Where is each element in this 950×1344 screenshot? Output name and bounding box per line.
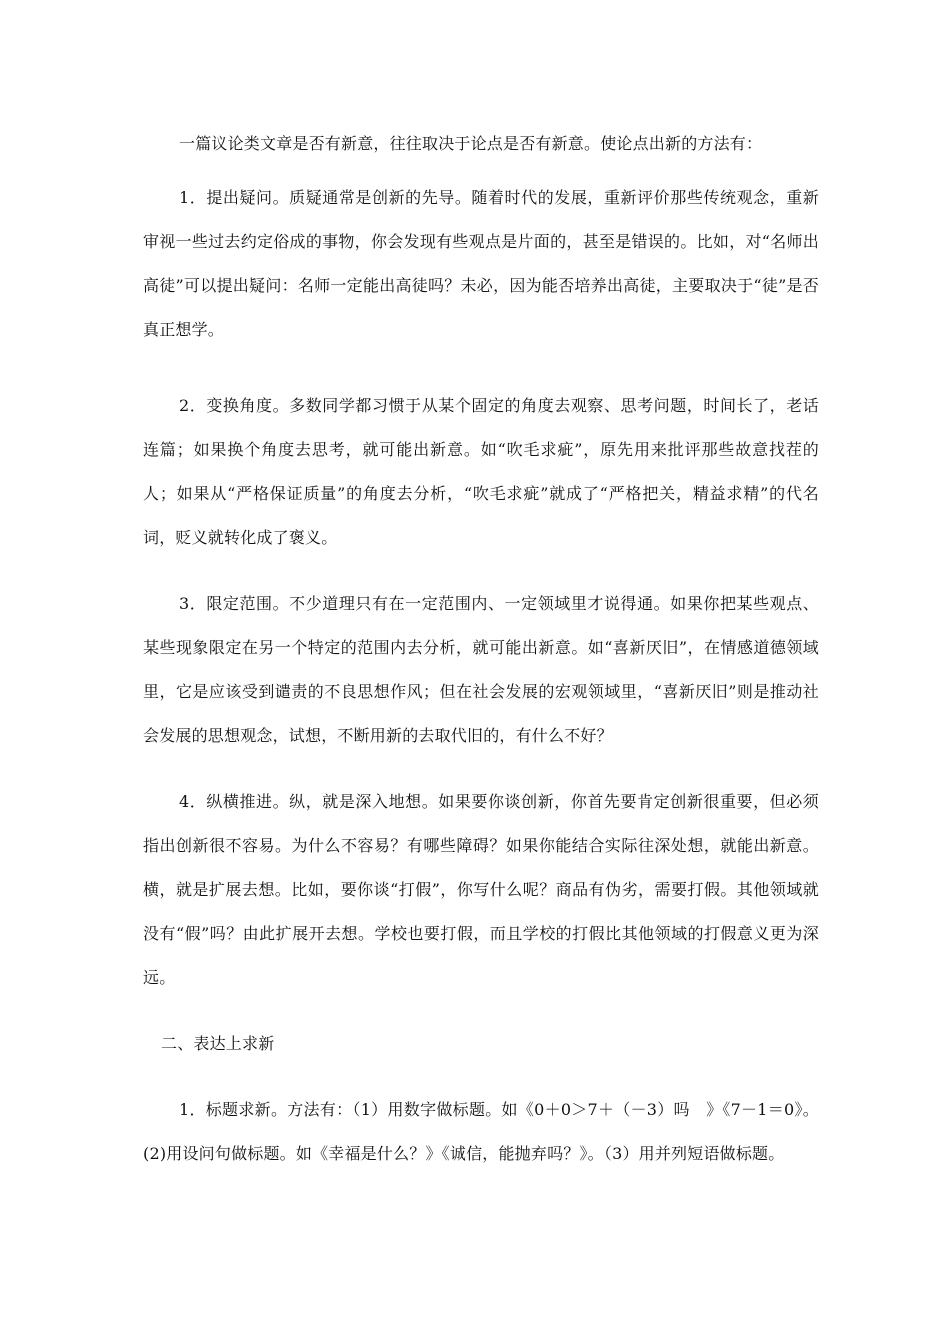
title-innovation-paragraph: 1．标题求新。方法有：（1）用数字做标题。如《0＋0＞7＋（－3）吗 》《7－1＝0》。(2)用设问句做标题。如《幸福是什么？》《诚信，能抛弃吗？》。（3）用并列短语做标题。 xyxy=(143,1100,819,1163)
method-2-angle-paragraph: 2．变换角度。多数同学都习惯于从某个固定的角度去观察、思考问题，时间长了，老话连篇；如果换个角度去思考，就可能出新意。如“吹毛求疵”，原先用来批评那些故意找茬的人；如果从“严格保证质量”的角度去分析，“吹毛求疵”就成了“严格把关，精益求精”的代名词，贬义就转化成了褒义。 xyxy=(143,396,819,547)
method-4-depth-paragraph: 4．纵横推进。纵，就是深入地想。如果要你谈创新，你首先要肯定创新很重要，但必须指出创新很不容易。为什么不容易？有哪些障碍？如果你能结合实际往深处想，就能出新意。横，就是扩展去想。比如，要你谈“打假”，你写什么呢？商品有伪劣，需要打假。其他领域就没有“假”吗？由此扩展开去想。学校也要打假，而且学校的打假比其他领域的打假意义更为深远。 xyxy=(143,792,819,987)
method-3-scope-paragraph: 3．限定范围。不少道理只有在一定范围内、一定领域里才说得通。如果你把某些观点、某些现象限定在另一个特定的范围内去分析，就可能出新意。如“喜新厌旧”，在情感道德领域里，它是应该受到谴责的不良思想作风；但在社会发展的宏观领域里，“喜新厌旧”则是推动社会发展的思想观念，试想，不断用新的去取代旧的，有什么不好？ xyxy=(143,594,819,745)
section-heading-expression: 二、表达上求新 xyxy=(161,1034,275,1053)
method-1-question-paragraph: 1．提出疑问。质疑通常是创新的先导。随着时代的发展，重新评价那些传统观念，重新审视一些过去约定俗成的事物，你会发现有些观点是片面的，甚至是错误的。比如，对“名师出高徒”可以提出疑问：名师一定能出高徒吗？未必，因为能否培养出高徒，主要取决于“徒”是否真正想学。 xyxy=(143,188,819,339)
intro-paragraph: 一篇议论类文章是否有新意，往往取决于论点是否有新意。使论点出新的方法有： xyxy=(179,134,763,153)
